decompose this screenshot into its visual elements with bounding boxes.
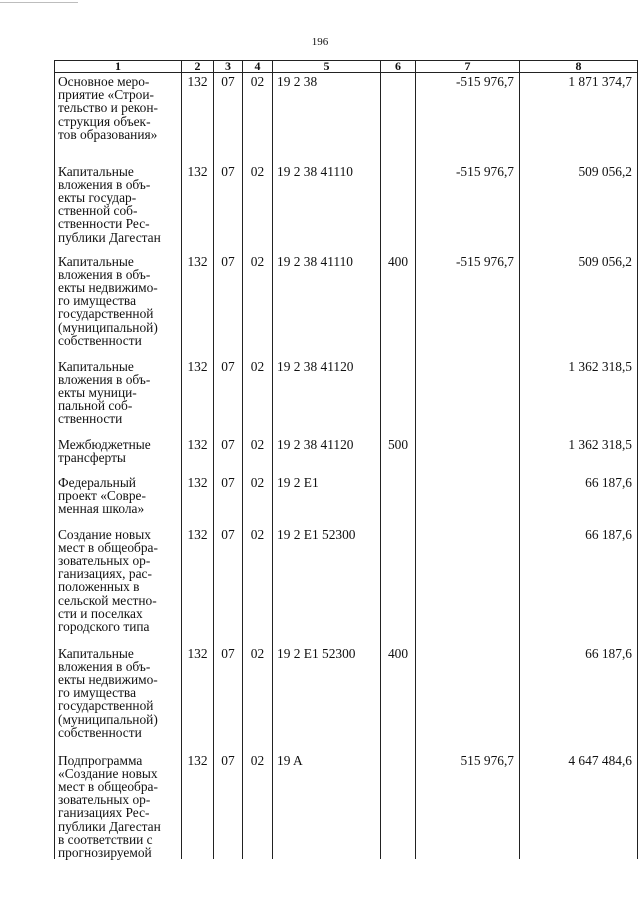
expense-type-cell [381, 73, 416, 163]
page-number: 196 [311, 36, 329, 48]
expense-type-cell: 400 [381, 645, 416, 752]
code-2-cell: 132 [182, 163, 214, 253]
code-4-cell: 02 [243, 526, 273, 645]
row-name-cell: Капитальные вложения в объ- екты недвижимо- го имущества государственной (муниципальной) собственности [55, 253, 182, 358]
table-row [55, 752, 638, 860]
total-amount-cell: 66 187,6 [520, 474, 638, 526]
table-header-row [55, 61, 638, 73]
code-3-cell: 07 [214, 436, 243, 474]
code-4-cell: 02 [243, 358, 273, 436]
target-article-cell: 19 2 38 41110 [273, 253, 381, 358]
total-amount-cell: 1 871 374,7 [520, 73, 638, 163]
change-amount-cell [416, 645, 520, 752]
row-name-cell: Подпрограмма «Создание новых мест в общеобра- зовательных ор- ганизациях Рес- публики Дагестан в соответствии с прогнозируемой [55, 752, 182, 860]
expense-type-cell [381, 526, 416, 645]
change-amount-cell [416, 358, 520, 436]
code-3-cell: 07 [214, 163, 243, 253]
expense-type-cell [381, 474, 416, 526]
column-header: 8 [520, 61, 638, 73]
target-article-cell: 19 2 38 41120 [273, 436, 381, 474]
column-header: 5 [273, 61, 381, 73]
code-4-cell: 02 [243, 474, 273, 526]
code-3-cell: 07 [214, 358, 243, 436]
total-amount-cell: 66 187,6 [520, 526, 638, 645]
change-amount-cell: -515 976,7 [416, 253, 520, 358]
table-row [55, 163, 638, 253]
table-row [55, 645, 638, 752]
code-4-cell: 02 [243, 436, 273, 474]
column-header: 7 [416, 61, 520, 73]
column-header: 1 [55, 61, 182, 73]
row-name-cell: Межбюджетные трансферты [55, 436, 182, 474]
table-row [55, 436, 638, 474]
target-article-cell: 19 2 E1 52300 [273, 526, 381, 645]
code-3-cell: 07 [214, 253, 243, 358]
code-4-cell: 02 [243, 163, 273, 253]
total-amount-cell: 509 056,2 [520, 253, 638, 358]
expense-type-cell: 400 [381, 253, 416, 358]
column-header: 6 [381, 61, 416, 73]
column-header: 3 [214, 61, 243, 73]
change-amount-cell: -515 976,7 [416, 73, 520, 163]
code-2-cell: 132 [182, 645, 214, 752]
table-row [55, 474, 638, 526]
scan-corner-mark [0, 2, 78, 3]
code-2-cell: 132 [182, 752, 214, 860]
row-name-cell: Создание новых мест в общеобра- зовательных ор- ганизациях, рас- положенных в сельской местно- сти и поселках городского типа [55, 526, 182, 645]
code-2-cell: 132 [182, 436, 214, 474]
code-2-cell: 132 [182, 253, 214, 358]
total-amount-cell: 66 187,6 [520, 645, 638, 752]
code-2-cell: 132 [182, 526, 214, 645]
code-4-cell: 02 [243, 73, 273, 163]
target-article-cell: 19 2 38 [273, 73, 381, 163]
expense-type-cell [381, 163, 416, 253]
column-header: 2 [182, 61, 214, 73]
code-2-cell: 132 [182, 73, 214, 163]
code-2-cell: 132 [182, 474, 214, 526]
table-row [55, 526, 638, 645]
target-article-cell: 19 2 38 41120 [273, 358, 381, 436]
code-2-cell: 132 [182, 358, 214, 436]
code-4-cell: 02 [243, 752, 273, 860]
change-amount-cell: -515 976,7 [416, 163, 520, 253]
total-amount-cell: 509 056,2 [520, 163, 638, 253]
total-amount-cell: 4 647 484,6 [520, 752, 638, 860]
change-amount-cell [416, 436, 520, 474]
expense-type-cell [381, 358, 416, 436]
target-article-cell: 19 A [273, 752, 381, 860]
target-article-cell: 19 2 E1 52300 [273, 645, 381, 752]
row-name-cell: Федеральный проект «Совре- менная школа» [55, 474, 182, 526]
table-row [55, 358, 638, 436]
change-amount-cell: 515 976,7 [416, 752, 520, 860]
table-row [55, 73, 638, 163]
code-4-cell: 02 [243, 645, 273, 752]
row-name-cell: Капитальные вложения в объ- екты муници- пальной соб- ственности [55, 358, 182, 436]
target-article-cell: 19 2 E1 [273, 474, 381, 526]
row-name-cell: Капитальные вложения в объ- екты государ- ственной соб- ственности Рес- публики Дагестан [55, 163, 182, 253]
total-amount-cell: 1 362 318,5 [520, 358, 638, 436]
code-3-cell: 07 [214, 474, 243, 526]
code-4-cell: 02 [243, 253, 273, 358]
table-row [55, 253, 638, 358]
code-3-cell: 07 [214, 73, 243, 163]
row-name-cell: Основное меро- приятие «Строи- тельство и рекон- струкция объек- тов образования» [55, 73, 182, 163]
code-3-cell: 07 [214, 526, 243, 645]
code-3-cell: 07 [214, 645, 243, 752]
change-amount-cell [416, 526, 520, 645]
code-3-cell: 07 [214, 752, 243, 860]
budget-table [54, 60, 638, 859]
target-article-cell: 19 2 38 41110 [273, 163, 381, 253]
expense-type-cell: 500 [381, 436, 416, 474]
column-header: 4 [243, 61, 273, 73]
total-amount-cell: 1 362 318,5 [520, 436, 638, 474]
change-amount-cell [416, 474, 520, 526]
expense-type-cell [381, 752, 416, 860]
row-name-cell: Капитальные вложения в объ- екты недвижимо- го имущества государственной (муниципальной) собственности [55, 645, 182, 752]
